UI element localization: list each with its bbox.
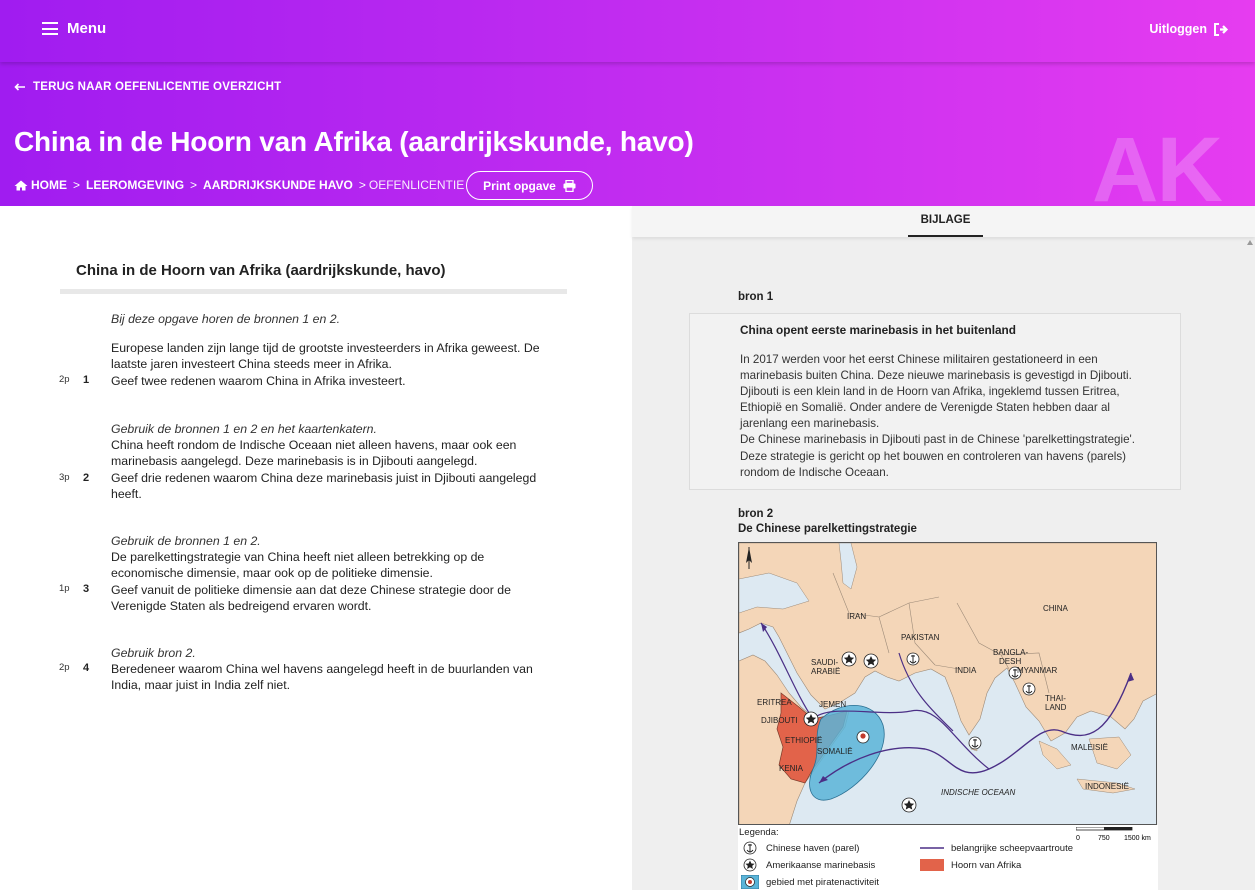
question-2-instruction: Gebruik de bronnen 1 en 2 en het kaartenkatern.: [111, 422, 377, 436]
question-4-instruction: Gebruik bron 2.: [111, 646, 196, 660]
svg-text:IRAN: IRAN: [847, 612, 867, 621]
question-3-text: Geef vanuit de politieke dimensie aan dat deze Chinese strategie door de Verenigde Staten als bedreigend ervaren wordt.: [111, 583, 511, 614]
assignment-intro: Bij deze opgave horen de bronnen 1 en 2.: [111, 312, 341, 326]
question-1-number: 1: [83, 374, 90, 386]
svg-text:INDISCHE OCEAAN: INDISCHE OCEAAN: [941, 788, 1016, 797]
breadcrumb-oefenlicentie: OEFENLICENTIE: [368, 178, 465, 192]
svg-text:DJIBOUTI: DJIBOUTI: [761, 716, 798, 725]
svg-text:INDIA: INDIA: [955, 666, 977, 675]
subject-watermark: AK: [1092, 119, 1221, 206]
svg-text:MYANMAR: MYANMAR: [1017, 666, 1058, 675]
pearl-chain-map: [738, 542, 1157, 825]
print-assignment-button[interactable]: [466, 171, 593, 200]
svg-text:750: 750: [1098, 835, 1110, 842]
svg-text:SAUDI-: SAUDI-: [811, 658, 839, 667]
question-4-points: 2p: [59, 662, 70, 673]
top-bar: [0, 0, 1255, 62]
legend-horn-of-africa: Hoorn van Afrika: [920, 858, 1021, 872]
print-icon: [563, 180, 576, 192]
sign-out-icon: [1213, 23, 1229, 36]
assignment-title: China in de Hoorn van Afrika (aardrijkskunde, havo): [76, 262, 446, 279]
source-1-paragraph-1: In 2017 werden voor het eerst Chinese militairen gestationeerd in een marinebasis buiten China. Deze nieuwe marinebasis is gevestigd in Djibouti. Djibouti is een klein land in de Hoorn van Afrika, ingeklemd tussen Eritrea, Ethiopië en Somalië. Onder andere de Verenigde Staten hebben daar al jarenlang een marinebasis.: [740, 353, 1132, 431]
svg-text:KENIA: KENIA: [779, 764, 804, 773]
menu-button[interactable]: [42, 20, 106, 37]
svg-text:DESH: DESH: [999, 657, 1022, 666]
route-line-icon: [920, 845, 944, 851]
source-1-title: China opent eerste marinebasis in het buitenland: [740, 323, 1016, 337]
legend-chinese-port: Chinese haven (parel): [741, 841, 859, 855]
svg-text:MALEISIË: MALEISIË: [1071, 743, 1108, 752]
legend-american-base: Amerikaanse marinebasis: [741, 858, 875, 872]
svg-text:CHINA: CHINA: [1043, 604, 1068, 613]
tab-bijlage[interactable]: BIJLAGE: [908, 206, 983, 237]
legend-title: Legenda:: [739, 827, 779, 838]
question-2-context: China heeft rondom de Indische Oceaan niet alleen havens, maar ook een marinebasis aangelegd. Deze marinebasis is in Djibouti aangelegd.: [111, 438, 517, 469]
print-label: Print opgave: [483, 178, 556, 193]
source-2-title: De Chinese parelkettingstrategie: [738, 523, 917, 535]
source-1-card: [689, 313, 1181, 490]
assignment-panel: [0, 206, 632, 890]
question-4-text: Beredeneer waarom China wel havens aangelegd heeft in de buurlanden van India, maar juist in India zelf niet.: [111, 662, 533, 693]
question-1-points: 2p: [59, 374, 70, 385]
svg-text:LAND: LAND: [1045, 703, 1067, 712]
scrollbar-up-arrow[interactable]: [1247, 240, 1253, 245]
logout-button[interactable]: [1149, 22, 1229, 36]
pirate-area-icon: [741, 875, 759, 889]
question-1-text: Geef twee redenen waarom China in Afrika investeert.: [111, 374, 406, 388]
breadcrumb-aardrijkskunde-havo[interactable]: AARDRIJKSKUNDE HAVO: [203, 178, 353, 192]
question-3-points: 1p: [59, 583, 70, 594]
map-scale: [1076, 827, 1154, 848]
source-1-paragraph-2: De Chinese marinebasis in Djibouti past in de Chinese 'parelkettingstrategie'. Deze strategie is gericht op het bouwen en controleren van havens (parels) rondom de Indische Oceaan.: [740, 433, 1135, 479]
question-3-instruction: Gebruik de bronnen 1 en 2.: [111, 534, 261, 548]
arrow-left-icon: [14, 83, 26, 91]
pirate-icon: [857, 731, 869, 743]
title-divider: [60, 289, 567, 294]
horn-swatch-icon: [920, 859, 944, 871]
question-4-number: 4: [83, 662, 90, 674]
svg-text:SOMALIË: SOMALIË: [817, 747, 853, 756]
source-1-body: [740, 352, 1150, 481]
svg-text:THAI-: THAI-: [1045, 694, 1066, 703]
page-header: [0, 62, 1255, 206]
source-2-label: bron 2: [738, 508, 774, 520]
question-2-number: 2: [83, 472, 90, 484]
appendix-panel: [632, 206, 1255, 890]
svg-text:INDONESIË: INDONESIË: [1085, 782, 1130, 791]
back-to-overview-link[interactable]: [14, 81, 281, 93]
page-title: China in de Hoorn van Afrika (aardrijkskunde, havo): [14, 126, 694, 157]
logout-label: Uitloggen: [1149, 22, 1207, 36]
svg-text:PAKISTAN: PAKISTAN: [901, 633, 940, 642]
breadcrumb-leeromgeving[interactable]: LEEROMGEVING: [86, 178, 185, 192]
star-icon: [743, 858, 757, 872]
svg-text:BANGLA-: BANGLA-: [993, 648, 1029, 657]
question-2-text: Geef drie redenen waarom China deze marinebasis juist in Djibouti aangelegd heeft.: [111, 471, 537, 502]
question-3-number: 3: [83, 583, 90, 595]
svg-text:0: 0: [1076, 835, 1080, 842]
back-link-label: TERUG NAAR OEFENLICENTIE OVERZICHT: [33, 81, 282, 93]
source-1-label: bron 1: [738, 291, 774, 303]
legend-piracy-area: gebied met piratenactiviteit: [741, 875, 879, 889]
breadcrumb-home[interactable]: HOME: [31, 178, 67, 192]
question-1-context: Europese landen zijn lange tijd de grootste investeerders in Afrika geweest. De laatste jaren investeert China steeds meer in Afrika.: [111, 341, 540, 372]
svg-text:ERITREA: ERITREA: [757, 698, 792, 707]
anchor-icon: [743, 841, 757, 855]
menu-label: Menu: [67, 20, 107, 37]
question-3-context: De parelkettingstrategie van China heeft niet alleen betrekking op de economische dimensie, maar ook op de politieke dimensie.: [111, 550, 485, 581]
breadcrumb: HOME > LEEROMGEVING > AARDRIJKSKUNDE HAVO > OEFENLICENTIE: [14, 178, 464, 192]
legend-shipping-route: belangrijke scheepvaartroute: [920, 841, 1073, 855]
svg-text:ETHIOPIË: ETHIOPIË: [785, 736, 823, 745]
svg-text:ARABIË: ARABIË: [811, 667, 841, 676]
map-legend: [738, 825, 1158, 890]
home-icon: [14, 180, 28, 191]
question-2-points: 3p: [59, 472, 70, 483]
svg-text:1500 km: 1500 km: [1124, 835, 1151, 842]
appendix-tabbar: [632, 206, 1255, 237]
hamburger-icon: [42, 22, 58, 35]
svg-text:JEMEN: JEMEN: [819, 700, 847, 709]
